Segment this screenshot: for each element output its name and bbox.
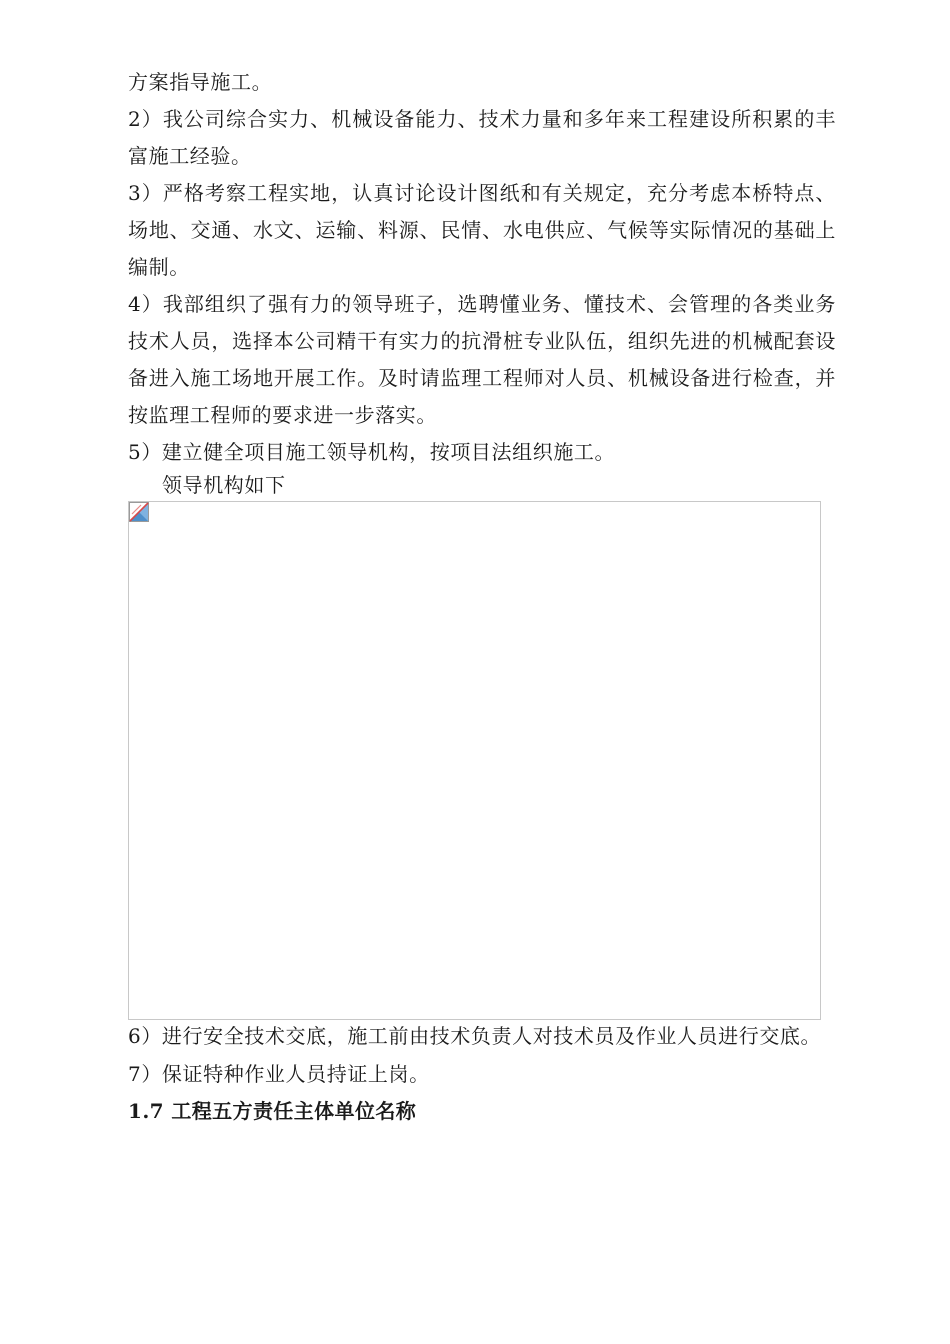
paragraph-item-6: 6）进行安全技术交底，施工前由技术负责人对技术员及作业人员进行交底。 [128,1024,822,1048]
paragraph-item-2: 2）我公司综合实力、机械设备能力、技术力量和多年来工程建设所积累的丰富施工经验。 [128,107,836,168]
paragraph-item-5: 5）建立健全项目施工领导机构，按项目法组织施工。 [128,440,616,464]
section-heading: 1.7 工程五方责任主体单位名称 [128,1099,417,1123]
paragraph-item-7: 7）保证特种作业人员持证上岗。 [128,1062,430,1086]
org-chart-image-placeholder [128,501,821,1020]
figure-caption: 领导机构如下 [162,473,286,497]
broken-image-icon [129,502,149,522]
paragraph-item-4: 4）我部组织了强有力的领导班子，选聘懂业务、懂技术、会管理的各类业务技术人员，选择本公司精干有实力的抗滑桩专业队伍，组织先进的机械配套设备进入施工场地开展工作。及时请监理工程师对人员、机械设备进行检查，并按监理工程师的要求进一步落实。 [128,292,836,427]
document-page [128,64,836,1130]
paragraph-item-3: 3）严格考察工程实地，认真讨论设计图纸和有关规定，充分考虑本桥特点、场地、交通、水文、运输、料源、民情、水电供应、气候等实际情况的基础上编制。 [128,181,836,279]
paragraph-continuation: 方案指导施工。 [128,70,273,94]
